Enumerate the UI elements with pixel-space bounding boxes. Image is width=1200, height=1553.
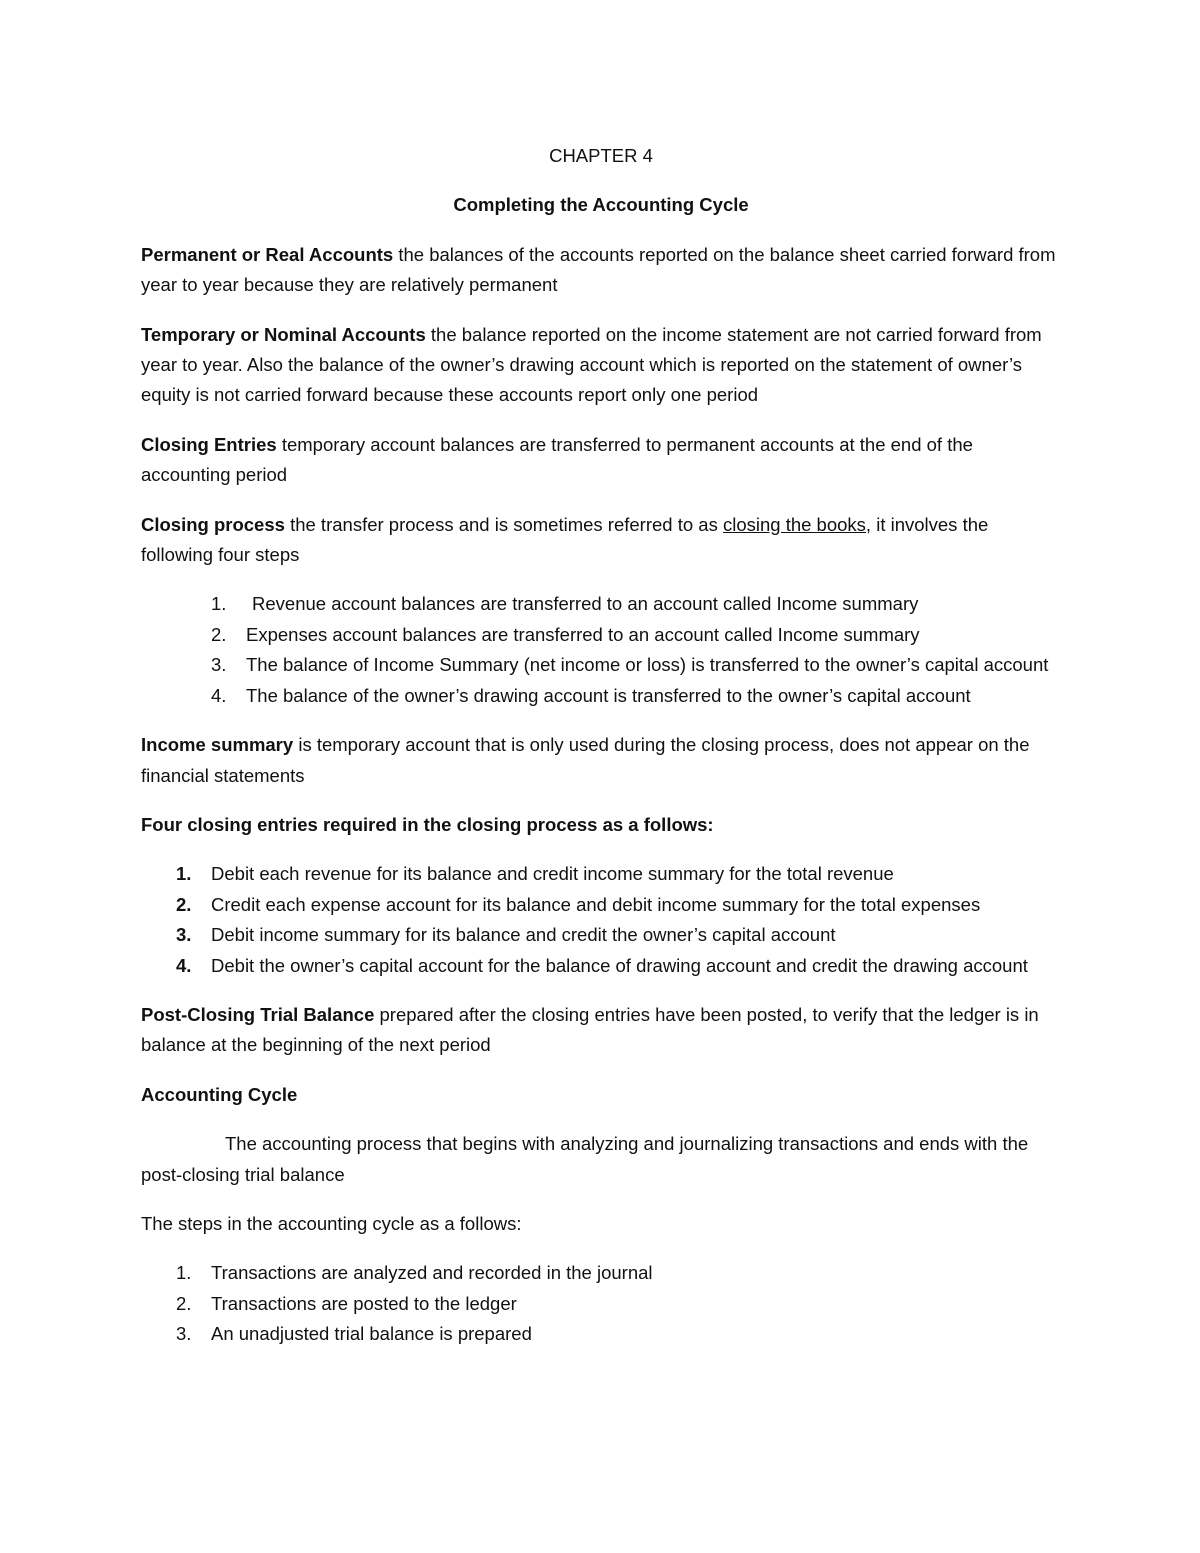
- temporary-accounts-paragraph: [141, 320, 1061, 411]
- list-text: Expenses account balances are transferred to an account called Income summary: [246, 623, 920, 645]
- list-text: Debit income summary for its balance and credit the owner’s capital account: [211, 924, 836, 946]
- list-number: 3.: [211, 654, 227, 676]
- term-post-closing: Post-Closing Trial Balance: [141, 1003, 375, 1025]
- permanent-accounts-paragraph: [141, 240, 1061, 301]
- list-text: Debit each revenue for its balance and credit income summary for the total revenue: [211, 863, 894, 885]
- chapter-label: CHAPTER 4: [549, 145, 653, 166]
- accounting-cycle-steps-intro: The steps in the accounting cycle as a follows:: [141, 1212, 522, 1234]
- list-number: 3.: [176, 1323, 192, 1345]
- document-page: [141, 141, 1061, 1350]
- post-closing-paragraph: [141, 1000, 1061, 1061]
- accounting-cycle-heading: Accounting Cycle: [141, 1083, 298, 1105]
- list-number: 1.: [211, 593, 227, 615]
- definition-post-closing: prepared after the closing entries have been posted, to verify that the ledger is in balance at the beginning of the next period: [141, 1003, 1039, 1056]
- list-text: Debit the owner’s capital account for the balance of drawing account and credit the drawing account: [211, 954, 1028, 976]
- definition-temporary: the balance reported on the income statement are not carried forward from year to year. Also the balance of the owner’s drawing account which is reported on the statement of owner’s equity is not carried forward because these accounts report only one period: [141, 323, 1042, 406]
- list-number: 4.: [176, 954, 192, 976]
- term-closing-process: Closing process: [141, 513, 285, 535]
- list-item: [141, 620, 1061, 650]
- list-text: Transactions are posted to the ledger: [211, 1292, 517, 1314]
- list-text: The balance of the owner’s drawing account is transferred to the owner’s capital account: [246, 684, 971, 706]
- four-closing-heading: Four closing entries required in the closing process as a follows:: [141, 813, 714, 835]
- list-text: The balance of Income Summary (net income or loss) is transferred to the owner’s capital account: [246, 654, 1049, 676]
- list-number: 4.: [211, 684, 227, 706]
- list-item: [141, 951, 1061, 981]
- list-text: Credit each expense account for its balance and debit income summary for the total expenses: [211, 893, 981, 915]
- list-item: [141, 890, 1061, 920]
- four-closing-list: [141, 859, 1061, 981]
- list-number: 1.: [176, 1262, 192, 1284]
- closing-process-text-before: the transfer process and is sometimes referred to as: [284, 513, 723, 535]
- closing-process-text-after: it involves the following four steps: [141, 513, 989, 566]
- closing-process-paragraph: [141, 510, 1061, 571]
- accounting-cycle-paragraph: The accounting process that begins with analyzing and journalizing transactions and ends with the post-closing trial balance: [141, 1133, 1029, 1185]
- list-text: Revenue account balances are transferred to an account called Income summary: [252, 593, 919, 615]
- list-item: [141, 1258, 1061, 1288]
- list-number: 3.: [176, 924, 192, 946]
- list-text: An unadjusted trial balance is prepared: [211, 1323, 532, 1345]
- list-number: 1.: [176, 863, 192, 885]
- closing-process-steps-list: [141, 589, 1061, 711]
- list-number: 2.: [211, 623, 227, 645]
- list-item: [141, 1289, 1061, 1319]
- definition-income-summary: is temporary account that is only used during the closing process, does not appear on the financial statements: [141, 734, 1030, 786]
- list-text: Transactions are analyzed and recorded in the journal: [211, 1262, 653, 1284]
- definition-permanent: the balances of the accounts reported on the balance sheet carried forward from year to year because they are relatively permanent: [141, 243, 1056, 296]
- term-closing-entries: Closing Entries: [141, 433, 277, 455]
- list-item: [141, 589, 1061, 619]
- list-number: 2.: [176, 893, 192, 915]
- list-item: [141, 681, 1061, 711]
- income-summary-paragraph: [141, 730, 1061, 791]
- page-title: Completing the Accounting Cycle: [453, 194, 749, 216]
- list-item: [141, 650, 1061, 680]
- list-number: 2.: [176, 1292, 192, 1314]
- closing-the-books-underlined: closing the books,: [722, 513, 872, 535]
- list-item: [141, 859, 1061, 889]
- definition-closing-entries: temporary account balances are transferred to permanent accounts at the end of the accounting period: [141, 433, 973, 486]
- list-item: [141, 1319, 1061, 1349]
- list-item: [141, 920, 1061, 950]
- term-temporary: Temporary or Nominal Accounts: [141, 323, 426, 345]
- term-permanent: Permanent or Real Accounts: [141, 243, 394, 265]
- closing-entries-paragraph: [141, 430, 1061, 491]
- term-income-summary: Income summary: [141, 734, 294, 756]
- accounting-cycle-steps-list: [141, 1258, 1061, 1349]
